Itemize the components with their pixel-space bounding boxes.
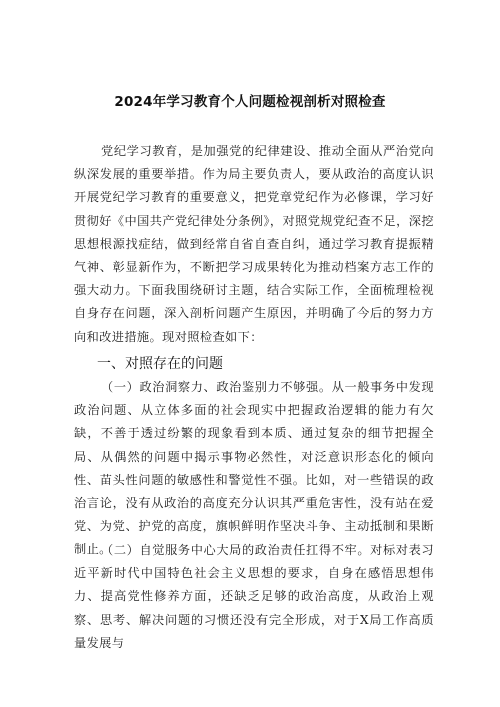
paragraph-point-2: （二）自觉服务中心大局的政治责任扛得不牢。对标对表习近平新时代中国特色社会主义思想的要求，自身在感悟思想伟力、提高党性修养方面，还缺乏足够的政治高度，从政治上观察、思考、解决问题的习惯还没有完全形成，对于X局工作高质量发展与: [74, 543, 434, 650]
intro-paragraph: 党纪学习教育，是加强党的纪律建设、推动全面从严治党向纵深发展的重要举措。作为局主要负责人，要从政治的高度认识开展党纪学习教育的重要意义，把党章党纪作为必修课，学习好贯彻好《中国共产党纪律处分条例》，对照党规党纪查不足，深挖思想根源找症结，做到经常自省自查自纠，通过学习教育提振精气神、彰显新作为，不断把学习成果转化为推动档案方志工作的强大动力。下面我围绕研讨主题，结合实际工作，全面梳理检视自身存在问题，深入剖析问题产生原因，并明确了今后的努力方向和改进措施。现对照检查如下：: [74, 144, 434, 344]
section-heading: 一、对照存在的问题: [97, 356, 223, 372]
paragraph-point-1: （一）政治洞察力、政治鉴别力不够强。从一般事务中发现政治问题、从立体多面的社会现实中把握政治逻辑的能力有欠缺，不善于透过纷繁的现象看到本质、通过复杂的细节把握全局、从偶然的问题中揭示事物必然性，对泛意识形态化的倾向性、苗头性问题的敏感性和警觉性不强。比如，对一些错误的政治言论，没有从政治的高度充分认识其严重危害性，没有站在爱党、为党、护党的高度，旗帜鲜明作坚决斗争、主动抵制和果断制止。: [74, 380, 434, 557]
document-title: 2024年学习教育个人问题检视剖析对照检查: [114, 94, 386, 110]
